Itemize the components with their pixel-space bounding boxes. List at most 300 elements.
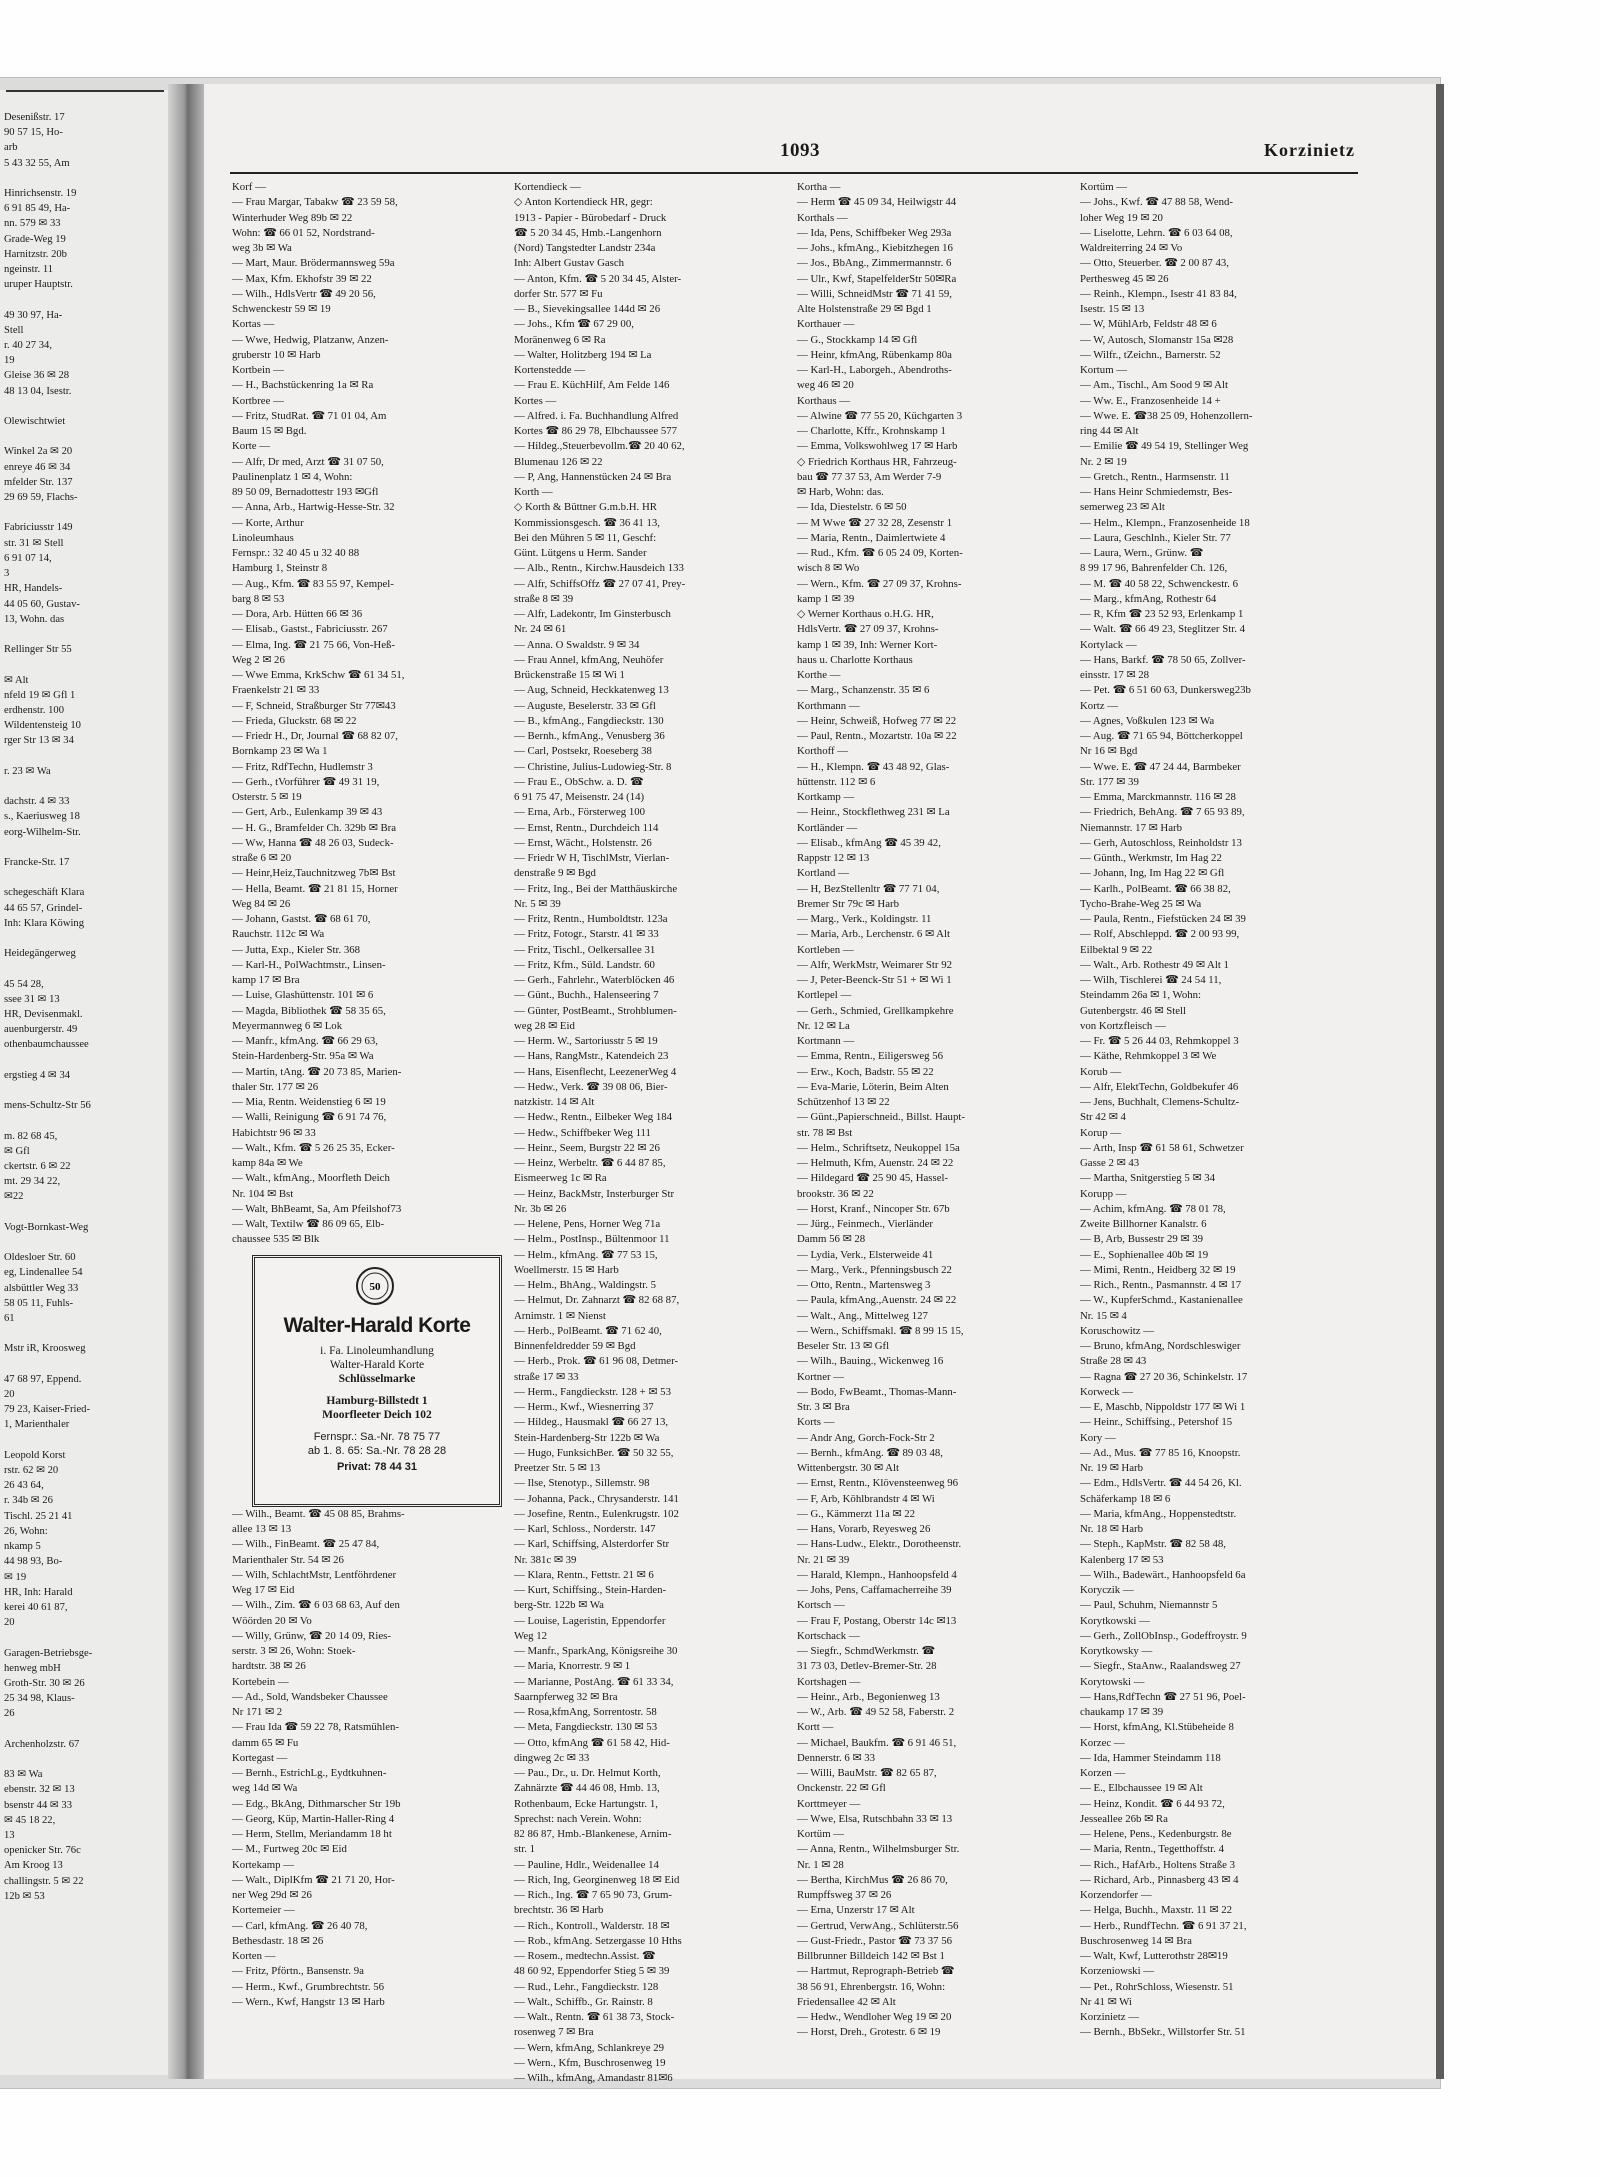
directory-entry-line: — Dora, Arb. Hütten 66 ✉ 36 xyxy=(232,608,363,620)
directory-entry-line: — M., Furtweg 20c ✉ Eid xyxy=(232,1843,347,1856)
previous-page-line xyxy=(4,1205,168,1220)
directory-entry-line: — Kurt, Schiffsing., Stein-Harden- xyxy=(514,1584,667,1596)
directory-entry-line: — Mart, Maur. Brödermannsweg 59a xyxy=(232,257,395,270)
directory-entry-line: Schwenckestr 59 ✉ 19 xyxy=(232,303,331,315)
directory-entry-line: — M Wwe ☎ 27 32 28, Zesenstr 1 xyxy=(797,516,953,529)
directory-entry-line: Korten — xyxy=(232,1950,276,1962)
previous-page-line: 26 xyxy=(4,1708,15,1720)
directory-entry-line: Korthaus — xyxy=(797,394,851,407)
directory-entry-line: barg 8 ✉ 53 xyxy=(232,592,285,605)
directory-entry-line: — Wilh., kfmAng, Amandastr 81✉6 xyxy=(514,2072,673,2084)
directory-entry-line: — Gerh, Autoschloss, Reinholdstr 13 xyxy=(1080,836,1242,849)
directory-entry-line: — Wwe, Elsa, Rutschbahn 33 ✉ 13 xyxy=(797,1812,953,1825)
directory-entry-line: Stein-Hardenberg-Str. 95a ✉ Wa xyxy=(232,1050,374,1063)
directory-entry-line: Linoleumhaus xyxy=(232,531,294,544)
previous-page-line: HR, Inh: Harald xyxy=(4,1586,73,1598)
previous-page-line: 6 91 07 14, xyxy=(4,552,52,564)
directory-entry-line: Kortkamp — xyxy=(797,791,855,803)
directory-entry-line: Weg 84 ✉ 26 xyxy=(232,897,291,910)
directory-entry-line: — Ida, Pens, Schiffbeker Weg 293a xyxy=(797,226,952,239)
previous-page-line: 83 ✉ Wa xyxy=(4,1769,43,1781)
directory-entry-line: kamp 1 ✉ 39, Inh: Werner Kort- xyxy=(797,638,938,651)
previous-page-line: alsbüttler Weg 33 xyxy=(4,1282,79,1294)
directory-entry-line: — E, Maschb, Nippoldstr 177 ✉ Wi 1 xyxy=(1080,1401,1246,1413)
directory-entry-line: — Christine, Julius-Ludowieg-Str. 8 xyxy=(514,760,672,773)
previous-page-line: Oldesloer Str. 60 xyxy=(4,1252,76,1264)
directory-entry-line: — Heinr., Stockflethweg 231 ✉ La xyxy=(797,806,950,819)
directory-entry-line: — Siegfr., StaAnw., Raalandsweg 27 xyxy=(1080,1660,1241,1673)
directory-entry-line: — Fritz, Fotogr., Starstr. 41 ✉ 33 xyxy=(514,928,659,941)
directory-entry-line: Nr. 18 ✉ Harb xyxy=(1080,1523,1144,1535)
directory-entry-line: — Wern., Schiffsmakl. ☎ 8 99 15 15, xyxy=(797,1324,964,1337)
directory-entry-line: — Walter, Holitzberg 194 ✉ La xyxy=(514,348,652,361)
previous-page-line: Groth-Str. 30 ✉ 26 xyxy=(4,1677,85,1689)
directory-entry-line: chaukamp 17 ✉ 39 xyxy=(1080,1706,1164,1718)
directory-entry-line: Kortshagen — xyxy=(797,1675,861,1688)
directory-entry-line: serstr. 3 ✉ 26, Wohn: Stoek- xyxy=(232,1645,356,1657)
previous-page-line xyxy=(4,1630,168,1645)
ad-line: Privat: 78 44 31 xyxy=(336,1461,418,1473)
directory-entry-line: — Jürg., Feinmech., Vierländer xyxy=(797,1218,933,1230)
directory-entry-line: — Maria, Rentn., Tegetthoffstr. 4 xyxy=(1080,1843,1224,1856)
directory-entry-line: — Laura, Wern., Grünw. ☎ xyxy=(1080,547,1204,559)
directory-entry-line: 8 99 17 96, Bahrenfelder Ch. 126, xyxy=(1080,562,1228,575)
previous-page-line: 44 98 93, Bo- xyxy=(4,1556,63,1568)
directory-entry-line: Eismeerweg 1c ✉ Ra xyxy=(514,1172,607,1185)
directory-entry-line: — Wilh., Zim. ☎ 6 03 68 63, Auf den xyxy=(232,1599,400,1612)
previous-page-line: dachstr. 4 ✉ 33 xyxy=(4,796,70,808)
directory-entry-line: — Fritz, Ing., Bei der Matthäuskirche xyxy=(514,882,678,895)
directory-entry-line: — Rosa,kfmAng, Sorrentostr. 58 xyxy=(514,1706,657,1718)
directory-entry-line: — Walt. ☎ 66 49 23, Steglitzer Str. 4 xyxy=(1080,623,1246,636)
directory-entry-line: — Wwe Emma, KrkSchw ☎ 61 34 51, xyxy=(232,669,405,681)
previous-page-line: enreye 46 ✉ 34 xyxy=(4,461,71,473)
directory-entry-line: Korthoff — xyxy=(797,745,849,758)
directory-entry-line: Bremer Str 79c ✉ Harb xyxy=(797,897,899,910)
previous-page-line: 13 xyxy=(4,1829,15,1841)
directory-entry-line: — E., Sophienallee 40b ✉ 19 xyxy=(1080,1248,1209,1261)
directory-entry-line: — Horst, Kranf., Nincoper Str. 67b xyxy=(797,1202,950,1215)
directory-entry-line: Waldreiterring 24 ✉ Vo xyxy=(1080,242,1183,254)
previous-page-line: ✉ 19 xyxy=(4,1571,27,1583)
directory-entry-line: — Horst, Dreh., Grotestr. 6 ✉ 19 xyxy=(797,2026,941,2039)
previous-page-line: nkamp 5 xyxy=(4,1541,41,1553)
directory-entry-line: — Martha, Snitgerstieg 5 ✉ 34 xyxy=(1080,1172,1215,1185)
directory-entry-line: — Elma, Ing. ☎ 21 75 66, Von-Heß- xyxy=(232,638,395,651)
previous-page-line: r. 40 27 34, xyxy=(4,340,52,352)
directory-entry-line: — Harald, Klempn., Hanhoopsfeld 4 xyxy=(797,1568,957,1581)
directory-entry-line: ◇ Werner Korthaus o.H.G. HR, xyxy=(797,608,934,620)
directory-entry-line: Kortschack — xyxy=(797,1629,860,1642)
directory-entry-line: Korup — xyxy=(1080,1126,1122,1139)
directory-entry-line: — Gerh., ZollObInsp., Godeffroystr. 9 xyxy=(1080,1629,1247,1642)
previous-page-line xyxy=(4,1235,168,1250)
directory-entry-line: — Paul, Rentn., Mozartstr. 10a ✉ 22 xyxy=(797,730,957,742)
previous-page-line: nfeld 19 ✉ Gfl 1 xyxy=(4,689,76,701)
previous-page-line: 61 xyxy=(4,1313,15,1325)
directory-entry-line: — Steph., KapMstr. ☎ 82 58 48, xyxy=(1080,1538,1227,1551)
directory-entry-line: Korf — xyxy=(232,181,266,193)
directory-entry-line: — M. ☎ 40 58 22, Schwenckestr. 6 xyxy=(1080,577,1238,590)
directory-entry-line: — Manfr., kfmAng. ☎ 66 29 63, xyxy=(232,1035,379,1047)
directory-entry-line: — Rich., HafArb., Holtens Straße 3 xyxy=(1080,1858,1236,1871)
directory-entry-line: — Emma, Marckmannstr. 116 ✉ 28 xyxy=(1080,791,1236,803)
directory-entry-line: — Frau E., ObSchw. a. D. ☎ xyxy=(514,775,644,788)
directory-entry-line: — Fritz, Pförtn., Bansenstr. 9a xyxy=(232,1965,364,1978)
directory-entry-line: — Hedw., Schiffbeker Weg 111 xyxy=(514,1126,651,1139)
directory-entry-line: weg 3b ✉ Wa xyxy=(232,242,292,254)
directory-entry-line: — Hartmut, Reprograph-Betrieb ☎ xyxy=(797,1965,955,1978)
previous-page-line: 1, Marienthaler xyxy=(4,1419,70,1431)
directory-entry-line: — Erna, Unzerstr 17 ✉ Alt xyxy=(797,1904,915,1917)
directory-entry-line: — Pau., Dr., u. Dr. Helmut Korth, xyxy=(514,1767,661,1779)
directory-entry-line: — Rosem., medtechn.Assist. ☎ xyxy=(514,1950,656,1962)
directory-entry-line: Wittenbergstr. 30 ✉ Alt xyxy=(797,1462,899,1474)
previous-page-line: bsenstr 44 ✉ 33 xyxy=(4,1799,73,1811)
directory-entry-line: Kortenstedde — xyxy=(514,364,586,376)
directory-entry-line: Winterhuder Weg 89b ✉ 22 xyxy=(232,211,353,224)
ad-line: Schlüsselmarke xyxy=(338,1373,416,1385)
ad-line: ab 1. 8. 65: Sa.-Nr. 78 28 28 xyxy=(307,1445,447,1457)
directory-entry-line: — Am., Tischl., Am Sood 9 ✉ Alt xyxy=(1080,379,1228,392)
directory-entry-line: Wohn: ☎ 66 01 52, Nordstrand- xyxy=(232,226,375,239)
directory-entry-line: — Herm., Kwf., Grumbrechtstr. 56 xyxy=(232,1980,385,1993)
directory-entry-line: Jesseallee 26b ✉ Ra xyxy=(1080,1812,1168,1825)
directory-entry-line: Kortha — xyxy=(797,181,841,193)
directory-entry-line: wisch 8 ✉ Wo xyxy=(797,562,860,575)
directory-entry-line: — Marg., Verk., Koldingstr. 11 xyxy=(797,913,932,925)
directory-entry-line: Koruschowitz — xyxy=(1080,1324,1155,1337)
directory-entry-line: semerweg 23 ✉ Alt xyxy=(1080,501,1165,514)
directory-entry-line: — Bruno, kfmAng, Nordschleswiger xyxy=(1080,1340,1241,1352)
previous-page-line: openicker Str. 76c xyxy=(4,1845,81,1857)
previous-page-line: erdhenstr. 100 xyxy=(4,704,65,716)
directory-entry-line: — Karl-H., Laborgeh., Abendroths- xyxy=(797,364,952,376)
directory-entry-line: — Ad., Mus. ☎ 77 85 16, Knoopstr. xyxy=(1080,1446,1241,1459)
previous-page-line: 20 xyxy=(4,1389,15,1401)
directory-entry-line: — Magda, Bibliothek ☎ 58 35 65, xyxy=(232,1004,386,1017)
previous-page-line: Heidegängerweg xyxy=(4,948,76,960)
directory-entry-line: — Helga, Buchh., Maxstr. 11 ✉ 22 xyxy=(1080,1904,1232,1917)
previous-page-rule xyxy=(6,90,164,92)
directory-entry-line: Rumpffsweg 37 ✉ 26 xyxy=(797,1889,892,1901)
directory-entry-line: — Aug., Kfm. ☎ 83 55 97, Kempel- xyxy=(232,577,394,590)
directory-entry-line: — Eva-Marie, Löterin, Beim Alten xyxy=(797,1080,949,1093)
directory-entry-line: — Alfr, Ladekontr, Im Ginsterbusch xyxy=(514,608,671,620)
directory-entry-line: — Karl-H., PolWachtmstr., Linsen- xyxy=(232,958,386,971)
directory-entry-line: — Hans-Ludw., Elektr., Dorotheenstr. xyxy=(797,1538,962,1551)
directory-entry-line: Fraenkelstr 21 ✉ 33 xyxy=(232,684,320,697)
directory-entry-line: — Alfr, SchiffsOffz ☎ 27 07 41, Prey- xyxy=(514,577,686,590)
directory-entry-line: — G., Stockkamp 14 ✉ Gfl xyxy=(797,333,918,346)
directory-entry-line: — Pet., RohrSchloss, Wiesenstr. 51 xyxy=(1080,1980,1234,1993)
directory-entry-line: Nr 16 ✉ Bgd xyxy=(1080,745,1138,758)
previous-page-line: 5 43 32 55, Am xyxy=(4,157,70,169)
directory-entry-line: — Liselotte, Lehrn. ☎ 6 03 64 08, xyxy=(1080,226,1233,239)
directory-entry-line: — Herm, Stellm, Meriandamm 18 ht xyxy=(232,1828,392,1840)
directory-entry-line: — Paula, kfmAng.,Auenstr. 24 ✉ 22 xyxy=(797,1294,957,1307)
directory-entry-line: — Walt., DiplKfm ☎ 21 71 20, Hor- xyxy=(232,1873,395,1886)
directory-entry-line: Kortüm — xyxy=(797,1828,845,1840)
directory-entry-line: — Max, Kfm. Ekhofstr 39 ✉ 22 xyxy=(232,272,372,285)
directory-entry-line: — Bernh., BbSekr., Willstorfer Str. 51 xyxy=(1080,2026,1246,2039)
directory-entry-line: — B., Sievekingsallee 144d ✉ 26 xyxy=(514,303,661,315)
directory-entry-line: — Wilh., Badewärt., Hanhoopsfeld 6a xyxy=(1080,1568,1246,1581)
directory-entry-line: — Ernst, Rentn., Klövensteenweg 96 xyxy=(797,1477,959,1490)
previous-page-line: auenburgerstr. 49 xyxy=(4,1024,78,1036)
directory-entry-line: — Gust-Friedr., Pastor ☎ 73 37 56 xyxy=(797,1934,953,1947)
previous-page-line: 44 65 57, Grindel- xyxy=(4,902,83,914)
directory-entry-line: — Wern., Kfm. ☎ 27 09 37, Krohns- xyxy=(797,577,962,590)
directory-entry-line: — Hans,RdfTechn ☎ 27 51 96, Poel- xyxy=(1080,1690,1246,1703)
directory-entry-line: Inh: Albert Gustav Gasch xyxy=(514,257,625,270)
directory-entry-line: weg 14d ✉ Wa xyxy=(232,1782,298,1795)
directory-entry-line: Steindamm 26a ✉ 1, Wohn: xyxy=(1080,989,1202,1002)
previous-page-line: Rellinger Str 55 xyxy=(4,644,72,656)
directory-entry-line: — Hildeg., Hausmakl ☎ 66 27 13, xyxy=(514,1416,669,1429)
ad-company-name: Walter-Harald Korte xyxy=(283,1314,471,1337)
directory-entry-line: — Aug, Schneid, Heckkatenweg 13 xyxy=(514,684,669,697)
directory-entry-line: Eilbektal 9 ✉ 22 xyxy=(1080,943,1153,956)
directory-entry-line: — Hedw., Wendloher Weg 19 ✉ 20 xyxy=(797,2011,952,2023)
directory-entry-line: — Hildegard ☎ 25 90 45, Hassel- xyxy=(797,1172,949,1185)
directory-entry-line: — Gertrud, VerwAng., Schlüterstr.56 xyxy=(797,1919,959,1932)
directory-entry-line: — W., Arb. ☎ 49 52 58, Faberstr. 2 xyxy=(797,1706,955,1718)
directory-entry-line: — Rich, Ing, Georginenweg 18 ✉ Eid xyxy=(514,1873,680,1886)
directory-entry-line: — Charlotte, Kffr., Krohnskamp 1 xyxy=(797,425,946,437)
previous-page-line: 13, Wohn. das xyxy=(4,613,65,625)
directory-entry-line: — Horst, kfmAng, Kl.Stübeheide 8 xyxy=(1080,1721,1234,1734)
directory-entry-line: brookstr. 36 ✉ 22 xyxy=(797,1187,874,1200)
directory-entry-line: von Kortzfleisch — xyxy=(1080,1019,1166,1032)
previous-page-line: 12b ✉ 53 xyxy=(4,1890,45,1902)
directory-entry-line: Kortes ☎ 86 29 78, Elbchaussee 577 xyxy=(514,425,678,437)
page-edge-shadow xyxy=(1436,84,1444,2079)
directory-entry-line: — Rich., Kontroll., Walderstr. 18 ✉ xyxy=(514,1919,670,1932)
previous-page-line: eg, Lindenallee 54 xyxy=(4,1267,83,1279)
directory-entry-line: — Herb., RundfTechn. ☎ 6 91 37 21, xyxy=(1080,1919,1247,1932)
directory-entry-line: Woellmerstr. 15 ✉ Harb xyxy=(514,1263,619,1276)
directory-entry-line: — Lydia, Verk., Elsterweide 41 xyxy=(797,1248,934,1261)
previous-page-line xyxy=(4,1083,168,1098)
directory-entry-line: — Helm., Klempn., Franzosenheide 18 xyxy=(1080,516,1250,529)
directory-entry-line: — Anna, Rentn., Wilhelmsburger Str. xyxy=(797,1843,960,1856)
directory-entry-line: — Rob., kfmAng. Setzergasse 10 Hths xyxy=(514,1934,682,1947)
directory-entry-line: — Heinr, kfmAng, Rübenkamp 80a xyxy=(797,348,952,361)
directory-entry-line: Meyermannweg 6 ✉ Lok xyxy=(232,1019,343,1032)
directory-entry-line: dingweg 2c ✉ 33 xyxy=(514,1751,590,1764)
directory-entry-line: — Elisab., kfmAng ☎ 45 39 42, xyxy=(797,836,941,849)
directory-entry-line: — Emilie ☎ 49 54 19, Stellinger Weg xyxy=(1080,440,1249,453)
directory-entry-line: — Alfr, WerkMstr, Weimarer Str 92 xyxy=(797,958,953,971)
directory-entry-line: Friedensallee 42 ✉ Alt xyxy=(797,1995,896,2008)
directory-entry-line: — Wilh, SchlachtMstr, Lentföhrdener xyxy=(232,1568,397,1581)
directory-entry-line: Korytkowski — xyxy=(1080,1614,1150,1627)
previous-page-line: 20 xyxy=(4,1617,15,1629)
directory-entry-line: — Erna, Arb., Försterweg 100 xyxy=(514,806,646,819)
directory-entry-line: Kortegast — xyxy=(232,1751,288,1764)
directory-entry-line: str. 78 ✉ Bst xyxy=(797,1126,853,1139)
directory-entry-line: — Wilh, Tischlerei ☎ 24 54 11, xyxy=(1080,974,1222,986)
directory-entry-line: Bei den Mühren 5 ✉ 11, Geschf: xyxy=(514,531,657,544)
directory-entry-line: — Jens, Buchhalt, Clemens-Schultz- xyxy=(1080,1096,1240,1108)
directory-entry-line: Nr. 1 ✉ 28 xyxy=(797,1858,844,1871)
directory-entry-line: — Ilse, Stenotyp., Sillemstr. 98 xyxy=(514,1477,650,1490)
directory-entry-line: kamp 17 ✉ Bra xyxy=(232,974,300,986)
directory-entry-line: Korth — xyxy=(514,486,553,498)
directory-entry-line: — Bodo, FwBeamt., Thomas-Mann- xyxy=(797,1385,957,1398)
directory-entry-line: — Michael, Baukfm. ☎ 6 91 46 51, xyxy=(797,1736,957,1749)
directory-entry-line: — Helm., kfmAng. ☎ 77 53 15, xyxy=(514,1248,658,1261)
previous-page-line xyxy=(4,657,168,672)
directory-entry-line: gruberstr 10 ✉ Harb xyxy=(232,348,321,361)
directory-entry-line: Str 42 ✉ 4 xyxy=(1080,1111,1126,1124)
directory-entry-line: — Heinr., Arb., Begonienweg 13 xyxy=(797,1690,940,1703)
directory-entry-line: Straße 28 ✉ 43 xyxy=(1080,1355,1147,1368)
directory-entry-line: Kortsch — xyxy=(797,1599,845,1612)
directory-entry-line: Kommissionsgesch. ☎ 36 41 13, xyxy=(514,516,661,529)
directory-entry-line: Kortebein — xyxy=(232,1675,289,1688)
directory-entry-line: Koryczik — xyxy=(1080,1584,1134,1596)
directory-entry-line: — Hedw., Verk. ☎ 39 08 06, Bier- xyxy=(514,1080,668,1093)
directory-entry-line: — Helm., BhAng., Waldingstr. 5 xyxy=(514,1279,656,1291)
directory-entry-line: Marienthaler Str. 54 ✉ 26 xyxy=(232,1553,344,1566)
directory-entry-line: Stein-Hardenberg-Str 122b ✉ Wa xyxy=(514,1431,660,1444)
directory-entry-line: Kortendieck — xyxy=(514,181,581,193)
ad-line: Moorfleeter Deich 102 xyxy=(322,1409,432,1421)
directory-entry-line: — W, Autosch, Slomanstr 15a ✉28 xyxy=(1080,333,1234,346)
directory-entry-line: Bethesdastr. 18 ✉ 26 xyxy=(232,1934,324,1947)
directory-entry-line: — Ad., Sold, Wandsbeker Chaussee xyxy=(232,1690,388,1703)
directory-entry-line: — Ernst, Wächt., Holstenstr. 26 xyxy=(514,836,652,849)
previous-page-line: schegeschäft Klara xyxy=(4,887,85,899)
directory-entry-line: Blumenau 126 ✉ 22 xyxy=(514,455,603,468)
directory-entry-line: Bornkamp 23 ✉ Wa 1 xyxy=(232,745,328,758)
directory-entry-line: hardtstr. 38 ✉ 26 xyxy=(232,1660,306,1673)
directory-entry-line: — Hans Heinr Schmiedemstr, Bes- xyxy=(1080,486,1233,498)
previous-page-line: Vogt-Bornkast-Weg xyxy=(4,1221,89,1233)
directory-entry-line: Weg 2 ✉ 26 xyxy=(232,653,285,666)
directory-entry-line: Nr. 5 ✉ 39 xyxy=(514,897,561,910)
directory-entry-line: — Ragna ☎ 27 20 36, Schinkelstr. 17 xyxy=(1080,1370,1248,1383)
directory-entry-line: — G., Kämmerzt 11a ✉ 22 xyxy=(797,1507,916,1520)
directory-entry-line: ✉ Harb, Wohn: das. xyxy=(797,486,884,498)
previous-page-line: Hinrichsenstr. 19 xyxy=(4,188,77,200)
directory-entry-line: Sprechst: nach Verein. Wohn: xyxy=(514,1812,642,1825)
directory-entry-line: 1913 - Papier - Bürobedarf - Druck xyxy=(514,211,667,224)
previous-page-line: 90 57 15, Ho- xyxy=(4,127,63,139)
directory-entry-line: — Günter, PostBeamt., Strohblumen- xyxy=(514,1004,677,1017)
previous-page-line: r. 34b ✉ 26 xyxy=(4,1495,53,1507)
directory-entry-line: Billbrunner Billdeich 142 ✉ Bst 1 xyxy=(797,1950,945,1962)
directory-entry-line: — Gerh., Schmied, Grellkampkehre xyxy=(797,1004,954,1017)
directory-entry-line: thaler Str. 177 ✉ 26 xyxy=(232,1080,319,1093)
directory-entry-line: Damm 56 ✉ 28 xyxy=(797,1233,866,1246)
previous-page-line: ssee 31 ✉ 13 xyxy=(4,993,60,1005)
directory-entry-line: Nr. 12 ✉ La xyxy=(797,1019,850,1032)
directory-entry-line: bau ☎ 77 37 53, Am Werder 7-9 xyxy=(797,470,942,483)
directory-column-4 xyxy=(1080,180,1360,2041)
previous-page-line: mfelder Str. 137 xyxy=(4,476,73,488)
emblem-text: 50 xyxy=(369,1281,381,1293)
directory-entry-line: — Heinr,Heiz,Tauchnitzweg 7b✉ Bst xyxy=(232,867,396,880)
directory-entry-line: — Wilh., HdlsVertr ☎ 49 20 56, xyxy=(232,287,376,300)
previous-page-line xyxy=(4,1722,168,1737)
directory-entry-line: chaussee 535 ✉ Blk xyxy=(232,1233,320,1246)
previous-page-line: 25 34 98, Klaus- xyxy=(4,1693,75,1705)
directory-entry-line: HdlsVertr. ☎ 27 09 37, Krohns- xyxy=(797,623,939,636)
directory-entry-line: — P, Ang, Hannenstücken 24 ✉ Bra xyxy=(514,470,672,483)
directory-entry-line: — Reinh., Klempn., Isestr 41 83 84, xyxy=(1080,287,1237,300)
directory-entry-line: straße 17 ✉ 33 xyxy=(514,1370,579,1383)
directory-entry-line: — Frau Ida ☎ 59 22 78, Ratsmühlen- xyxy=(232,1721,399,1734)
directory-entry-line: — Alfred. i. Fa. Buchhandlung Alfred xyxy=(514,409,679,422)
directory-entry-line: — Manfr., SparkAng, Königsreihe 30 xyxy=(514,1645,678,1657)
previous-page-line: Mstr iR, Kroosweg xyxy=(4,1343,86,1355)
previous-page-line: 47 68 97, Eppend. xyxy=(4,1373,82,1385)
directory-entry-line: — Anna, Arb., Hartwig-Hesse-Str. 32 xyxy=(232,501,395,514)
directory-entry-line: natzkistr. 14 ✉ Alt xyxy=(514,1096,595,1108)
directory-entry-line: Gasse 2 ✉ 43 xyxy=(1080,1157,1140,1169)
directory-entry-line: — Ww, Hanna ☎ 48 26 03, Sudeck- xyxy=(232,836,394,849)
directory-entry-line: — Wilh., Bauing., Wickenweg 16 xyxy=(797,1355,944,1368)
directory-entry-line: Nr. 21 ✉ 39 xyxy=(797,1553,850,1566)
previous-page-line: ✉ Alt xyxy=(4,674,29,686)
directory-entry-line: — Wilh., FinBeamt. ☎ 25 47 84, xyxy=(232,1538,380,1551)
directory-entry-line: — Siegfr., SchmdWerkmstr. ☎ xyxy=(797,1645,935,1657)
directory-entry-line: — Bertha, KirchMus ☎ 26 86 70, xyxy=(797,1873,948,1886)
directory-entry-line: — Walt, Textilw ☎ 86 09 65, Elb- xyxy=(232,1218,385,1230)
directory-entry-line: Korte — xyxy=(232,440,271,453)
directory-entry-line: — Martin, tAng. ☎ 20 73 85, Marien- xyxy=(232,1065,402,1078)
previous-page-line: 6 91 85 49, Ha- xyxy=(4,203,71,215)
page-number: 1093 xyxy=(780,140,820,161)
page-header xyxy=(780,140,1355,164)
directory-entry-line: Kortylack — xyxy=(1080,638,1137,651)
previous-page-line: mt. 29 34 22, xyxy=(4,1176,61,1188)
directory-entry-line: — Käthe, Rehmkoppel 3 ✉ We xyxy=(1080,1050,1217,1063)
previous-page-line: othenbaumchaussee xyxy=(4,1039,89,1051)
directory-entry-line: — Fritz, RdfTechn, Hudlemstr 3 xyxy=(232,760,373,773)
directory-entry-line: Kortes — xyxy=(514,394,557,407)
directory-entry-line: Korupp — xyxy=(1080,1187,1127,1200)
previous-page-text xyxy=(4,110,168,1904)
directory-entry-line: — Pet. ☎ 6 51 60 63, Dunkersweg23b xyxy=(1080,684,1251,697)
directory-entry-line: — Anton, Kfm. ☎ 5 20 34 45, Alster- xyxy=(514,272,682,285)
directory-entry-line: — Wwe. E. ☎38 25 09, Hohenzollern- xyxy=(1080,409,1253,422)
directory-entry-line: — Fritz, Rentn., Humboldtstr. 123a xyxy=(514,913,668,925)
previous-page-line xyxy=(4,627,168,642)
previous-page-line: Leopold Korst xyxy=(4,1449,66,1461)
previous-page-line xyxy=(4,840,168,855)
previous-page-line: Garagen-Betriebsge- xyxy=(4,1647,93,1659)
directory-entry-line: — Helm., PostInsp., Bültenmoor 11 xyxy=(514,1233,670,1246)
previous-page-line: Grade-Weg 19 xyxy=(4,233,66,245)
directory-entry-line: — Friedrich, BehAng. ☎ 7 65 93 89, xyxy=(1080,806,1245,819)
directory-entry-line: Kalenberg 17 ✉ 53 xyxy=(1080,1553,1164,1566)
directory-entry-line: Nr. 381c ✉ 39 xyxy=(514,1553,577,1566)
previous-page-line: ✉ Gfl xyxy=(4,1145,30,1157)
directory-entry-line: — Hugo, FunksichBer. ☎ 50 32 55, xyxy=(514,1446,674,1459)
directory-entry-line: loher Weg 19 ✉ 20 xyxy=(1080,211,1163,224)
previous-page-line xyxy=(4,749,168,764)
directory-entry-line: Saarnpferweg 32 ✉ Bra xyxy=(514,1690,618,1703)
directory-entry-line: — Hans, Eisenflecht, LeezenerWeg 4 xyxy=(514,1065,677,1078)
directory-entry-line: Paulinenplatz 1 ✉ 4, Wohn: xyxy=(232,470,353,483)
directory-entry-line: — Hans, Vorarb, Reyesweg 26 xyxy=(797,1523,931,1535)
directory-entry-line: — Willi, SchneidMstr ☎ 71 41 59, xyxy=(797,287,952,300)
directory-entry-line: — Louise, Lageristin, Eppendorfer xyxy=(514,1614,666,1627)
